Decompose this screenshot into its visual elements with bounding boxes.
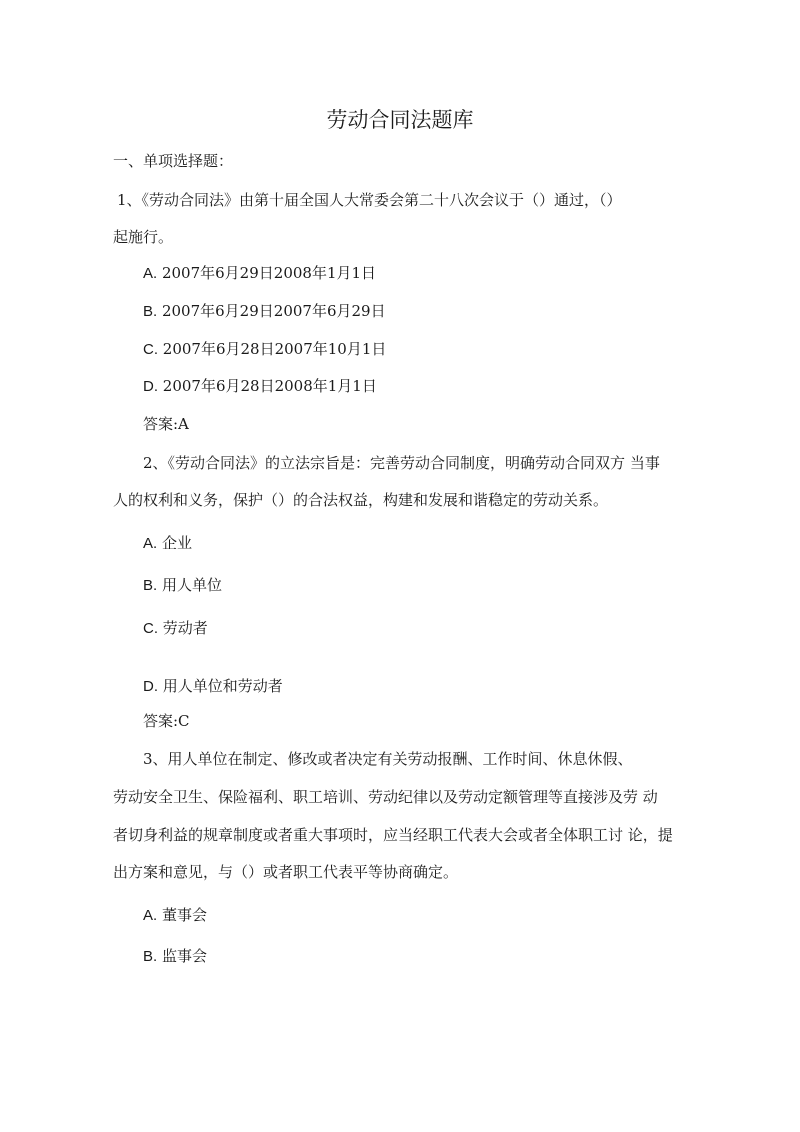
question-1-line-2: 起施行。 (113, 228, 174, 246)
question-3-line-4: 出方案和意见，与（）或者职工代表平等协商确定。 (113, 863, 459, 881)
question-2-option-b (143, 575, 222, 596)
option-letter: A. (143, 907, 158, 924)
option-text: 2007年6月29日2007年6月29日 (161, 302, 386, 320)
question-1-line-1: 1、《劳动合同法》由第十届全国人大常委会第二十八次会议于（）通过，（） (117, 191, 622, 209)
option-text: 2007年6月29日2008年1月1日 (161, 264, 377, 282)
option-letter: C. (143, 620, 158, 637)
option-letter: B. (143, 948, 158, 965)
question-1-answer: 答案:A (143, 415, 189, 433)
option-text: 劳动者 (162, 619, 208, 637)
question-2-option-c (143, 618, 208, 639)
question-2-answer: 答案:C (143, 712, 190, 730)
option-letter: B. (143, 577, 158, 594)
question-1-option-a (143, 263, 376, 284)
option-text: 用人单位和劳动者 (162, 677, 283, 695)
document-title: 劳动合同法题库 (326, 108, 474, 132)
question-2-option-a (143, 533, 192, 554)
question-3-line-1: 3、用人单位在制定、修改或者决定有关劳动报酬、工作时间、休息休假、 (143, 750, 633, 768)
option-text: 监事会 (161, 947, 207, 965)
question-3-line-2: 劳动安全卫生、保险福利、职工培训、劳动纪律以及劳动定额管理等直接涉及劳 动 (113, 788, 658, 806)
option-text: 董事会 (161, 906, 207, 924)
option-text: 2007年6月28日2008年1月1日 (162, 377, 377, 395)
option-letter: A. (143, 265, 158, 282)
option-text: 企业 (161, 534, 192, 552)
option-letter: D. (143, 378, 158, 395)
question-1-option-b (143, 301, 386, 322)
option-text: 2007年6月28日2007年10月1日 (162, 340, 387, 358)
option-letter: D. (143, 678, 158, 695)
option-text: 用人单位 (161, 576, 222, 594)
option-letter: C. (143, 341, 158, 358)
option-letter: B. (143, 303, 158, 320)
question-3-line-3: 者切身利益的规章制度或者重大事项时，应当经职工代表大会或者全体职工讨 论，提 (113, 826, 673, 844)
question-1-option-d (143, 376, 377, 397)
question-2-option-d (143, 676, 283, 697)
question-2-line-1: 2、《劳动合同法》的立法宗旨是：完善劳动合同制度，明确劳动合同双方 当事 (143, 454, 660, 472)
section-heading: 一、单项选择题： (113, 152, 234, 170)
question-1-option-c (143, 339, 386, 360)
option-letter: A. (143, 535, 158, 552)
question-3-option-a (143, 905, 207, 926)
question-2-line-2: 人的权利和义务，保护（）的合法权益，构建和发展和谐稳定的劳动关系。 (113, 491, 609, 509)
question-3-option-b (143, 946, 207, 967)
